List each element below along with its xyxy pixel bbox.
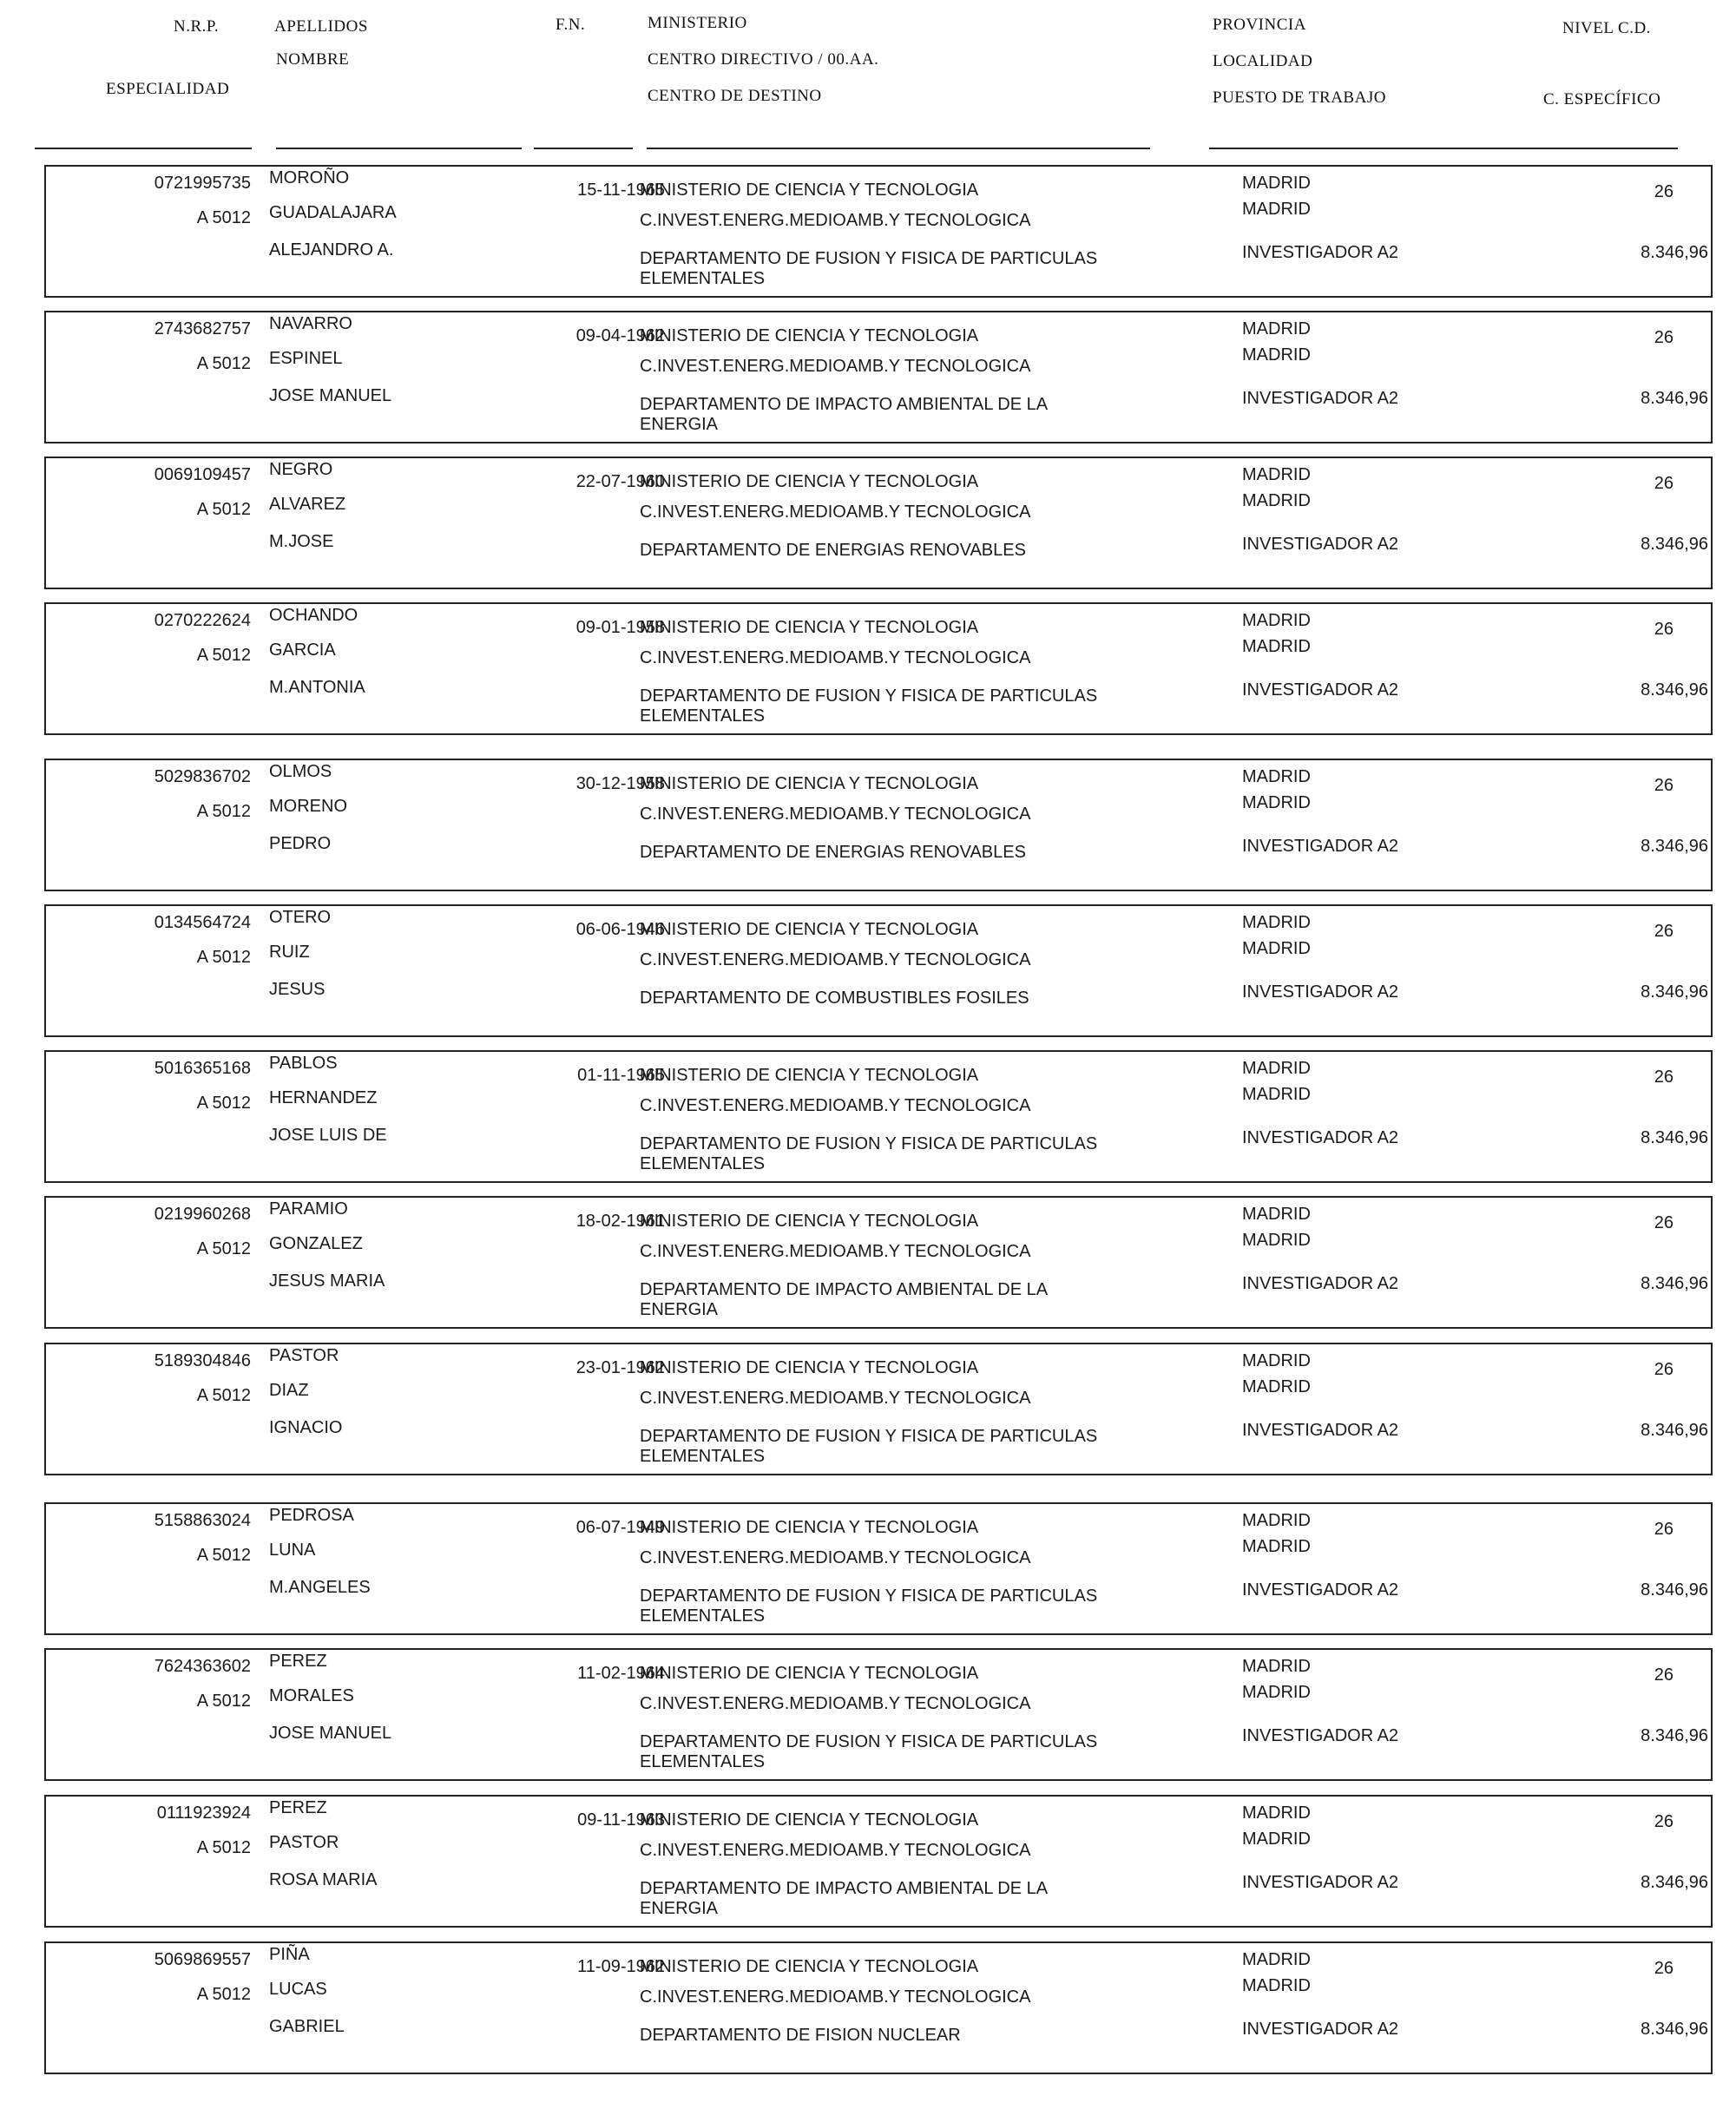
- record-especifico: 8.346,96: [1641, 982, 1708, 1002]
- record-fn: 06-07-1949: [575, 1518, 665, 1537]
- record-row: [44, 1343, 1713, 1475]
- record-apellido2: ALVAREZ: [269, 495, 346, 514]
- record-especifico: 8.346,96: [1641, 535, 1708, 554]
- record-nombre: ROSA MARIA: [269, 1870, 378, 1889]
- record-centro-destino: DEPARTAMENTO DE IMPACTO AMBIENTAL DE LA ENERGIA: [640, 1879, 1047, 1918]
- record-apellido2: PASTOR: [269, 1833, 339, 1852]
- record-especifico: 8.346,96: [1641, 243, 1708, 262]
- record-nivel: 26: [1654, 776, 1674, 795]
- record-fn: 06-06-1946: [575, 920, 665, 939]
- record-nrp: 0069109457: [154, 465, 251, 484]
- record-nivel: 26: [1654, 328, 1674, 347]
- record-especifico: 8.346,96: [1641, 1128, 1708, 1147]
- header-especifico: C. ESPECÍFICO: [1543, 90, 1661, 108]
- record-puesto: INVESTIGADOR A2: [1242, 2020, 1399, 2039]
- record-ministerio: MINISTERIO DE CIENCIA Y TECNOLOGIA: [640, 1518, 979, 1537]
- record-puesto: INVESTIGADOR A2: [1242, 837, 1399, 856]
- record-apellido1: PEDROSA: [269, 1506, 354, 1525]
- record-especifico: 8.346,96: [1641, 837, 1708, 856]
- record-especifico: 8.346,96: [1641, 2020, 1708, 2039]
- record-apellido1: NAVARRO: [269, 314, 352, 333]
- record-especialidad: A 5012: [196, 1239, 251, 1258]
- record-especialidad: A 5012: [196, 1546, 251, 1565]
- record-apellido2: ESPINEL: [269, 349, 343, 368]
- record-provincia: MADRID: [1242, 1803, 1311, 1823]
- record-ministerio: MINISTERIO DE CIENCIA Y TECNOLOGIA: [640, 1066, 979, 1085]
- record-ministerio: MINISTERIO DE CIENCIA Y TECNOLOGIA: [640, 1664, 979, 1683]
- record-row: [44, 1795, 1713, 1928]
- record-localidad: MADRID: [1242, 1537, 1311, 1556]
- record-nombre: IGNACIO: [269, 1418, 343, 1437]
- header-puesto: PUESTO DE TRABAJO: [1213, 89, 1386, 107]
- record-centro-directivo: C.INVEST.ENERG.MEDIOAMB.Y TECNOLOGICA: [640, 1096, 1031, 1115]
- record-row: [44, 1502, 1713, 1635]
- record-row: [44, 311, 1713, 443]
- record-centro-destino: DEPARTAMENTO DE ENERGIAS RENOVABLES: [640, 843, 1026, 862]
- record-centro-directivo: C.INVEST.ENERG.MEDIOAMB.Y TECNOLOGICA: [640, 503, 1031, 522]
- record-especifico: 8.346,96: [1641, 680, 1708, 700]
- header-centro-destino: CENTRO DE DESTINO: [648, 87, 822, 105]
- record-ministerio: MINISTERIO DE CIENCIA Y TECNOLOGIA: [640, 1212, 979, 1231]
- record-fn: 09-01-1958: [575, 618, 665, 637]
- record-centro-directivo: C.INVEST.ENERG.MEDIOAMB.Y TECNOLOGICA: [640, 648, 1031, 667]
- record-provincia: MADRID: [1242, 1205, 1311, 1224]
- record-localidad: MADRID: [1242, 1976, 1311, 1995]
- record-nombre: JOSE LUIS DE: [269, 1126, 387, 1145]
- record-localidad: MADRID: [1242, 637, 1311, 656]
- record-centro-destino: DEPARTAMENTO DE COMBUSTIBLES FOSILES: [640, 989, 1029, 1008]
- record-puesto: INVESTIGADOR A2: [1242, 1726, 1399, 1745]
- record-row: [44, 1050, 1713, 1183]
- record-centro-destino: DEPARTAMENTO DE IMPACTO AMBIENTAL DE LA ENERGIA: [640, 395, 1047, 434]
- record-provincia: MADRID: [1242, 611, 1311, 630]
- header-especialidad: ESPECIALIDAD: [106, 80, 230, 98]
- header-nivel: NIVEL C.D.: [1562, 19, 1651, 37]
- record-especialidad: A 5012: [196, 948, 251, 967]
- record-centro-destino: DEPARTAMENTO DE IMPACTO AMBIENTAL DE LA ENERGIA: [640, 1280, 1047, 1319]
- record-especifico: 8.346,96: [1641, 1873, 1708, 1892]
- record-nivel: 26: [1654, 1068, 1674, 1087]
- record-fn: 11-02-1964: [577, 1664, 665, 1683]
- record-provincia: MADRID: [1242, 767, 1311, 786]
- record-especifico: 8.346,96: [1641, 1726, 1708, 1745]
- record-especifico: 8.346,96: [1641, 1274, 1708, 1293]
- record-localidad: MADRID: [1242, 1085, 1311, 1104]
- header-ministerio: MINISTERIO: [648, 14, 747, 32]
- record-especialidad: A 5012: [196, 208, 251, 227]
- record-especialidad: A 5012: [196, 1094, 251, 1113]
- record-especialidad: A 5012: [196, 1386, 251, 1405]
- header-rule: [276, 148, 522, 149]
- record-ministerio: MINISTERIO DE CIENCIA Y TECNOLOGIA: [640, 1358, 979, 1377]
- record-apellido2: GARCIA: [269, 641, 336, 660]
- record-provincia: MADRID: [1242, 1351, 1311, 1370]
- record-ministerio: MINISTERIO DE CIENCIA Y TECNOLOGIA: [640, 326, 979, 345]
- record-apellido1: PARAMIO: [269, 1199, 348, 1219]
- record-apellido2: HERNANDEZ: [269, 1088, 378, 1107]
- record-puesto: INVESTIGADOR A2: [1242, 982, 1399, 1002]
- record-provincia: MADRID: [1242, 1511, 1311, 1530]
- record-especialidad: A 5012: [196, 1692, 251, 1711]
- record-apellido1: PEREZ: [269, 1652, 327, 1671]
- record-ministerio: MINISTERIO DE CIENCIA Y TECNOLOGIA: [640, 181, 979, 200]
- record-especialidad: A 5012: [196, 646, 251, 665]
- record-apellido2: RUIZ: [269, 943, 310, 962]
- record-centro-directivo: C.INVEST.ENERG.MEDIOAMB.Y TECNOLOGICA: [640, 357, 1031, 376]
- record-fn: 09-11-1963: [577, 1810, 665, 1830]
- record-especifico: 8.346,96: [1641, 1421, 1708, 1440]
- record-row: [44, 904, 1713, 1037]
- record-nivel: 26: [1654, 1213, 1674, 1232]
- record-provincia: MADRID: [1242, 465, 1311, 484]
- record-nivel: 26: [1654, 1959, 1674, 1978]
- record-row: [44, 165, 1713, 298]
- record-fn: 09-04-1962: [575, 326, 665, 345]
- record-apellido2: LUNA: [269, 1541, 316, 1560]
- record-nrp: 0111923924: [156, 1803, 251, 1823]
- record-nivel: 26: [1654, 1360, 1674, 1379]
- record-nrp: 0270222624: [154, 611, 251, 630]
- record-nivel: 26: [1654, 1812, 1674, 1831]
- record-centro-directivo: C.INVEST.ENERG.MEDIOAMB.Y TECNOLOGICA: [640, 1694, 1031, 1713]
- record-nombre: ALEJANDRO A.: [269, 240, 394, 260]
- record-fn: 15-11-1965: [577, 181, 665, 200]
- record-provincia: MADRID: [1242, 319, 1311, 338]
- record-nrp: 5069869557: [154, 1950, 251, 1969]
- record-provincia: MADRID: [1242, 1950, 1311, 1969]
- record-nivel: 26: [1654, 182, 1674, 201]
- record-nrp: 5158863024: [154, 1511, 251, 1530]
- record-centro-destino: DEPARTAMENTO DE FUSION Y FISICA DE PARTICULAS ELEMENTALES: [640, 1134, 1098, 1173]
- record-puesto: INVESTIGADOR A2: [1242, 389, 1399, 408]
- record-centro-directivo: C.INVEST.ENERG.MEDIOAMB.Y TECNOLOGICA: [640, 1841, 1031, 1860]
- record-apellido2: GUADALAJARA: [269, 203, 397, 222]
- record-centro-directivo: C.INVEST.ENERG.MEDIOAMB.Y TECNOLOGICA: [640, 1389, 1031, 1408]
- record-centro-destino: DEPARTAMENTO DE FUSION Y FISICA DE PARTICULAS ELEMENTALES: [640, 1732, 1098, 1771]
- record-nivel: 26: [1654, 1520, 1674, 1539]
- record-ministerio: MINISTERIO DE CIENCIA Y TECNOLOGIA: [640, 1810, 979, 1830]
- record-centro-destino: DEPARTAMENTO DE FUSION Y FISICA DE PARTICULAS ELEMENTALES: [640, 687, 1098, 726]
- header-rule: [534, 148, 633, 149]
- record-nombre: M.ANGELES: [269, 1578, 371, 1597]
- record-nombre: M.JOSE: [269, 532, 334, 551]
- record-apellido2: MORENO: [269, 797, 347, 816]
- header-rule: [35, 148, 252, 149]
- header-fn: F.N.: [556, 16, 586, 34]
- record-puesto: INVESTIGADOR A2: [1242, 1274, 1399, 1293]
- record-centro-directivo: C.INVEST.ENERG.MEDIOAMB.Y TECNOLOGICA: [640, 1548, 1031, 1567]
- record-nrp: 5029836702: [154, 767, 251, 786]
- record-centro-directivo: C.INVEST.ENERG.MEDIOAMB.Y TECNOLOGICA: [640, 1987, 1031, 2007]
- record-localidad: MADRID: [1242, 939, 1311, 958]
- record-centro-directivo: C.INVEST.ENERG.MEDIOAMB.Y TECNOLOGICA: [640, 805, 1031, 824]
- header-apellidos: APELLIDOS: [274, 17, 368, 36]
- record-apellido2: DIAZ: [269, 1381, 309, 1400]
- header-rule: [1209, 148, 1678, 149]
- record-provincia: MADRID: [1242, 1059, 1311, 1078]
- record-row: [44, 602, 1713, 735]
- record-especialidad: A 5012: [196, 500, 251, 519]
- record-apellido1: NEGRO: [269, 460, 333, 479]
- record-centro-directivo: C.INVEST.ENERG.MEDIOAMB.Y TECNOLOGICA: [640, 211, 1031, 230]
- record-nombre: M.ANTONIA: [269, 678, 365, 697]
- record-localidad: MADRID: [1242, 491, 1311, 510]
- record-localidad: MADRID: [1242, 1231, 1311, 1250]
- header-nrp: N.R.P.: [174, 17, 220, 36]
- record-centro-destino: DEPARTAMENTO DE FUSION Y FISICA DE PARTICULAS ELEMENTALES: [640, 1427, 1098, 1466]
- record-nombre: JESUS: [269, 980, 326, 999]
- record-nrp: 5189304846: [154, 1351, 251, 1370]
- record-row: [44, 1196, 1713, 1329]
- record-fn: 23-01-1962: [575, 1358, 665, 1377]
- record-especialidad: A 5012: [196, 1985, 251, 2004]
- record-especifico: 8.346,96: [1641, 1580, 1708, 1600]
- record-centro-destino: DEPARTAMENTO DE FUSION Y FISICA DE PARTICULAS ELEMENTALES: [640, 249, 1098, 288]
- record-fn: 30-12-1958: [575, 774, 665, 793]
- record-apellido1: PASTOR: [269, 1346, 339, 1365]
- header-nombre: NOMBRE: [276, 50, 350, 69]
- record-nombre: JOSE MANUEL: [269, 386, 392, 405]
- record-especialidad: A 5012: [196, 354, 251, 373]
- record-especialidad: A 5012: [196, 802, 251, 821]
- record-nrp: 5016365168: [154, 1059, 251, 1078]
- record-nivel: 26: [1654, 1665, 1674, 1685]
- record-nombre: JESUS MARIA: [269, 1271, 385, 1291]
- record-row: [44, 759, 1713, 891]
- header-centro-directivo: CENTRO DIRECTIVO / 00.AA.: [648, 50, 879, 69]
- record-puesto: INVESTIGADOR A2: [1242, 1580, 1399, 1600]
- record-apellido2: GONZALEZ: [269, 1234, 363, 1253]
- record-localidad: MADRID: [1242, 1830, 1311, 1849]
- record-puesto: INVESTIGADOR A2: [1242, 1873, 1399, 1892]
- record-localidad: MADRID: [1242, 345, 1311, 365]
- record-puesto: INVESTIGADOR A2: [1242, 680, 1399, 700]
- record-centro-destino: DEPARTAMENTO DE ENERGIAS RENOVABLES: [640, 541, 1026, 560]
- record-nrp: 0219960268: [154, 1205, 251, 1224]
- record-apellido2: MORALES: [269, 1686, 354, 1705]
- record-apellido2: LUCAS: [269, 1980, 327, 1999]
- record-apellido1: PABLOS: [269, 1054, 338, 1073]
- record-centro-directivo: C.INVEST.ENERG.MEDIOAMB.Y TECNOLOGICA: [640, 950, 1031, 969]
- record-fn: 18-02-1961: [575, 1212, 665, 1231]
- record-centro-destino: DEPARTAMENTO DE FUSION Y FISICA DE PARTICULAS ELEMENTALES: [640, 1587, 1098, 1626]
- record-especifico: 8.346,96: [1641, 389, 1708, 408]
- record-provincia: MADRID: [1242, 1657, 1311, 1676]
- record-fn: 01-11-1965: [577, 1066, 665, 1085]
- record-fn: 22-07-1960: [575, 472, 665, 491]
- record-localidad: MADRID: [1242, 200, 1311, 219]
- record-row: [44, 1941, 1713, 2074]
- header-provincia: PROVINCIA: [1213, 16, 1306, 34]
- record-ministerio: MINISTERIO DE CIENCIA Y TECNOLOGIA: [640, 618, 979, 637]
- record-provincia: MADRID: [1242, 174, 1311, 193]
- record-ministerio: MINISTERIO DE CIENCIA Y TECNOLOGIA: [640, 920, 979, 939]
- record-especialidad: A 5012: [196, 1838, 251, 1857]
- header-rule: [647, 148, 1150, 149]
- record-ministerio: MINISTERIO DE CIENCIA Y TECNOLOGIA: [640, 472, 979, 491]
- record-nrp: 0721995735: [154, 174, 251, 193]
- record-apellido1: PEREZ: [269, 1798, 327, 1817]
- record-provincia: MADRID: [1242, 913, 1311, 932]
- record-nrp: 2743682757: [154, 319, 251, 338]
- record-centro-directivo: C.INVEST.ENERG.MEDIOAMB.Y TECNOLOGICA: [640, 1242, 1031, 1261]
- record-nivel: 26: [1654, 474, 1674, 493]
- record-apellido1: OLMOS: [269, 762, 332, 781]
- record-nrp: 0134564724: [154, 913, 251, 932]
- record-apellido1: PIÑA: [269, 1945, 310, 1964]
- record-nivel: 26: [1654, 620, 1674, 639]
- record-row: [44, 457, 1713, 589]
- record-puesto: INVESTIGADOR A2: [1242, 1421, 1399, 1440]
- header-localidad: LOCALIDAD: [1213, 52, 1313, 70]
- record-ministerio: MINISTERIO DE CIENCIA Y TECNOLOGIA: [640, 1957, 979, 1976]
- record-nivel: 26: [1654, 922, 1674, 941]
- record-nombre: JOSE MANUEL: [269, 1724, 392, 1743]
- record-puesto: INVESTIGADOR A2: [1242, 535, 1399, 554]
- record-fn: 11-09-1962: [577, 1957, 665, 1976]
- record-apellido1: MOROÑO: [269, 168, 350, 187]
- record-localidad: MADRID: [1242, 1683, 1311, 1702]
- record-centro-destino: DEPARTAMENTO DE FISION NUCLEAR: [640, 2026, 961, 2045]
- record-localidad: MADRID: [1242, 1377, 1311, 1396]
- record-apellido1: OTERO: [269, 908, 332, 927]
- record-puesto: INVESTIGADOR A2: [1242, 1128, 1399, 1147]
- record-nombre: PEDRO: [269, 834, 332, 853]
- record-row: [44, 1648, 1713, 1781]
- record-puesto: INVESTIGADOR A2: [1242, 243, 1399, 262]
- record-apellido1: OCHANDO: [269, 606, 358, 625]
- record-ministerio: MINISTERIO DE CIENCIA Y TECNOLOGIA: [640, 774, 979, 793]
- record-localidad: MADRID: [1242, 793, 1311, 812]
- record-nombre: GABRIEL: [269, 2017, 345, 2036]
- record-nrp: 7624363602: [154, 1657, 251, 1676]
